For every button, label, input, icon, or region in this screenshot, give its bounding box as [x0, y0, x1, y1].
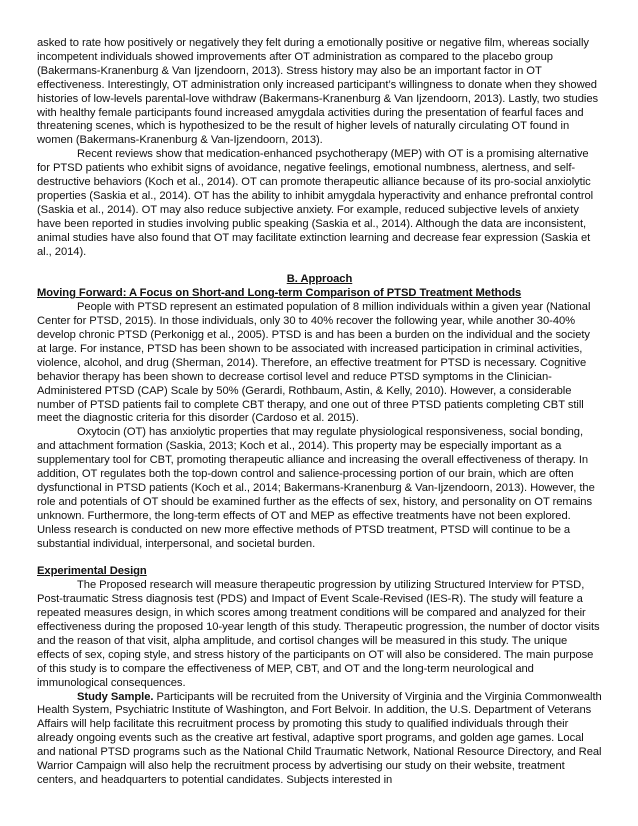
- paragraph-ot-effects: asked to rate how positively or negatively they felt during a emotionally positive or negative film, whereas socially incompetent individuals showed improvements after OT administration as compared to the placebo group (Bakermans-Kranenburg & Van Ijzendoorn, 2013). Stress history may also be an important factor in OT effectiveness. Interestingly, OT administration only increased participant’s willingness to donate when they showed histories of low-levels parental-love withdraw (Bakermans-Kranenburg & Van Ijzendoorn, 2013). Lastly, two studies with healthy female participants found increased amygdala activities during the presentation of fearful faces and threatening scenes, which is hypothesized to be the result of higher levels of naturally circulating OT found in women (Bakermans-Kranenburg & Van-Ijzendoorn, 2013).: [37, 37, 599, 147]
- section-heading-experimental-design: Experimental Design: [37, 565, 147, 578]
- study-sample-label: Study Sample.: [77, 690, 154, 703]
- subsection-heading-moving-forward: Moving Forward: A Focus on Short-and Long-term Comparison of PTSD Treatment Methods: [37, 287, 522, 300]
- paragraph-study-sample: [37, 691, 602, 788]
- spacer: [37, 260, 602, 274]
- study-sample-text: Participants will be recruited from the University of Virginia and the Virginia Commonwealth Health System, Psychiatric Institute of Washington, and Fort Belvoir. In addition, the U.S. Department of Veterans Affairs will help facilitate this recruitment process by promoting this study to qualified individuals through their already ongoing events such as the creative art festival, adaptive sport programs, and golden age games. Local and national PTSD programs such as the National Child Traumatic Network, National Resource Directory, and Real Warrior Campaign will also help the recruitment process by advertising our study on their website, treatment centers, and headquarters to potential candidates. Subjects interested in: [37, 690, 602, 786]
- section-heading-approach: B. Approach: [286, 273, 353, 286]
- paragraph-experimental-design: The Proposed research will measure therapeutic progression by utilizing Structured Interview for PTSD, Post-traumatic Stress diagnosis test (PDS) and Impact of Event Scale-Revised (IES-R). The study will feature a repeated measures design, in which scores among treatment conditions will be compared and analyzed for their effectiveness during the proposed 10-year length of this study. Therapeutic progression, the number of doctor visits and the reason of that visit, alpha amplitude, and cortisol changes will be measured in this study. The unique effects of sex, coping style, and stress history of the participants on OT will also be considered. The main purpose of this study is to compare the effectiveness of MEP, CBT, and OT and the long-term neurological and immunological consequences.: [37, 579, 600, 689]
- paragraph-oxytocin-properties: Oxytocin (OT) has anxiolytic properties that may regulate physiological responsiveness, social bonding, and attachment formation (Saskia, 2013; Koch et al., 2014). This property may be especially important as a supplementary tool for CBT, promoting therapeutic alliance and increasing the overall effectiveness of therapy. In addition, OT regulates both the top-down control and salience-processing portion of our brain, which are often dysfunctional in PTSD patients (Koch et al., 2014; Bakermans-Kranenburg & Van-Ijzendoorn, 2013). However, the role and potentials of OT should be examined further as the effects of sex, history, and personality on OT remains unknown. Furthermore, the long-term effects of OT and MEP as effective treatments have not been explored. Unless research is conducted on new more effective methods of PTSD treatment, PTSD will continue to be a substantial individual, interpersonal, and societal burden.: [37, 426, 595, 550]
- spacer: [37, 552, 602, 566]
- paragraph-ptsd-population: People with PTSD represent an estimated population of 8 million individuals within a given year (National Center for PTSD, 2015). In those individuals, only 30 to 40% recover the following year, while another 30-40% develop chronic PTSD (Perkonigg et al., 2005). PTSD is and has been a burden on the individual and the society at large. For instance, PTSD has been shown to be associated with increased participation in criminal activities, violence, alcohol, and drug (Sherman, 2014). Therefore, an effective treatment for PTSD is necessary. Cognitive behavior therapy has been shown to decrease cortisol level and reduce PTSD symptoms in the Clinician-Administered PTSD (CAP) Scale by 50% (Gerardi, Rothbaum, Astin, & Kelly, 2010). However, a considerable number of PTSD patients fail to complete CBT therapy, and one out of three PTSD patients completing CBT still meet the diagnostic criteria for this disorder (Cardoso et al. 2015).: [37, 301, 591, 425]
- paragraph-mep-review: Recent reviews show that medication-enhanced psychotherapy (MEP) with OT is a promising alternative for PTSD patients who exhibit signs of avoidance, negative feelings, emotional numbness, alertness, and self-destructive behaviors (Koch et al., 2014). OT can promote therapeutic alliance because of its pro-social anxiolytic properties (Saskia et al., 2014). OT has the ability to inhibit amygdala hyperactivity and enhance prefrontal control (Saskia et al., 2014). OT may also reduce subjective anxiety. For example, reduced subjective levels of anxiety have been reported in studies involving public speaking (Saskia et al., 2014). Although the data are inconsistent, animal studies have also found that OT may facilitate extinction learning and decrease fear expression (Saskia et al., 2014).: [37, 148, 594, 258]
